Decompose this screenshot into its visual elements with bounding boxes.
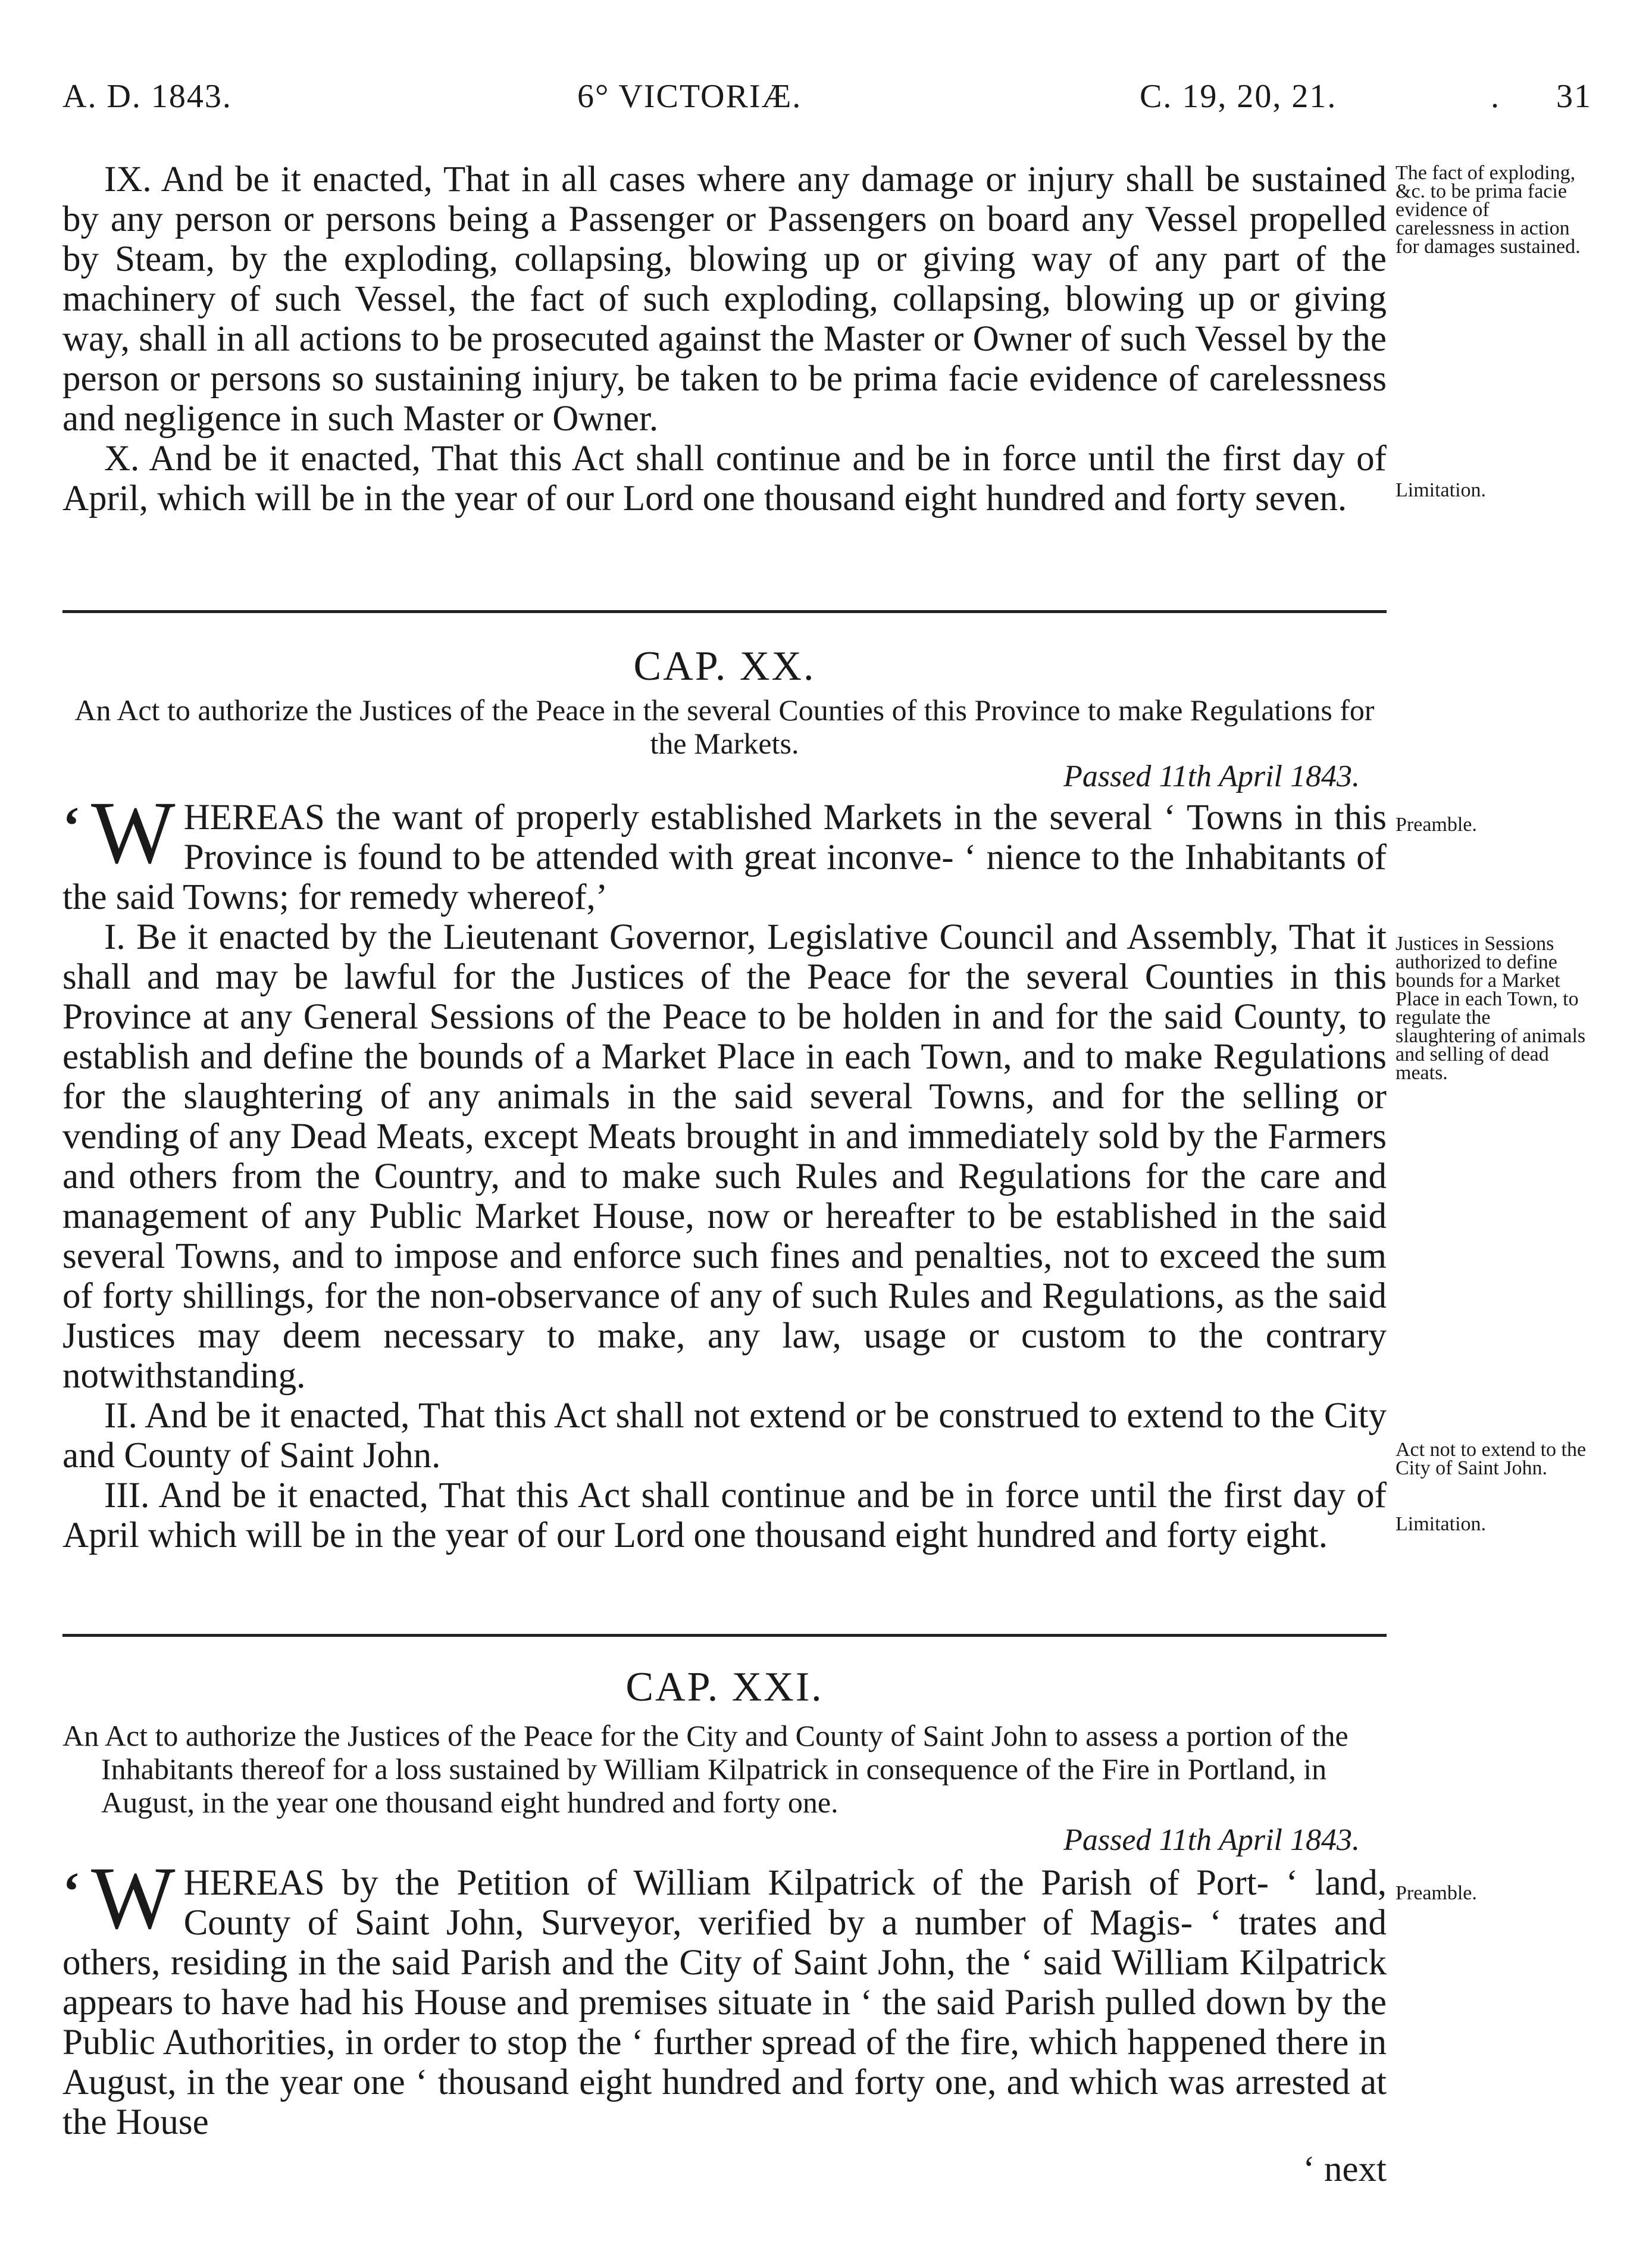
- cap21-drop-cap: W: [90, 1849, 176, 1948]
- cap21-heading: CAP. XXI.: [625, 1664, 824, 1710]
- margin-note-cap20-preamble: Preamble.: [1396, 814, 1477, 836]
- cap21-passed-prefix: Passed: [1063, 1823, 1159, 1857]
- margin-note-x: Limitation.: [1396, 479, 1487, 501]
- cap20-preamble-text: HEREAS the want of properly established Markets in the several ‘ Towns in this Province is found to be attended with great inconve- ‘ nience to the Inhabitants of the said Towns; for remedy whereof,’: [62, 798, 1387, 917]
- cap20-drop-cap: W: [90, 783, 176, 882]
- cap20-heading: CAP. XX.: [633, 643, 816, 689]
- header-chapters: C. 19, 20, 21.: [1140, 78, 1337, 115]
- section-divider: [62, 610, 1387, 613]
- cap20-passed-date: [62, 759, 1360, 794]
- cap20-preamble-quote: ‘: [62, 796, 80, 855]
- header-separator: .: [1491, 78, 1500, 115]
- cap20-body: [62, 783, 1387, 1555]
- section-x: X. And be it enacted, That this Act shall continue and be in force until the first day of April, which will be in the year of our Lord one thousand eight hundred and forty seven.: [62, 439, 1387, 518]
- cap20-section-ii: II. And be it enacted, That this Act shall not extend or be construed to extend to the City and County of Saint John.: [62, 1396, 1387, 1476]
- cap21-passed-day: 11th: [1159, 1823, 1212, 1857]
- page-number: 31: [1556, 78, 1592, 115]
- cap20-title: An Act to authorize the Justices of the Peace in the several Counties of this Province to make Regulations for the Markets.: [74, 693, 1375, 760]
- cap21-body: [62, 1849, 1387, 2142]
- header-year: A. D. 1843.: [62, 78, 232, 115]
- running-header: [62, 77, 1592, 125]
- cap20-preamble: [62, 783, 1387, 917]
- cap20-passed-prefix: Passed: [1063, 759, 1159, 793]
- cap20-passed-day: 11th: [1159, 759, 1212, 793]
- header-reign: 6° VICTORIÆ.: [577, 78, 802, 115]
- cap19-sections: [62, 160, 1387, 518]
- cap21-preamble-text: HEREAS by the Petition of William Kilpatrick of the Parish of Port- ‘ land, County of Saint John, Surveyor, verified by a number of Magis- ‘ trates and others, residing in the said Parish and the City of Saint John, the ‘ said William Kilpatrick appears to have had his House and premises situate in ‘ the said Parish pulled down by the Public Authorities, in order to stop the ‘ further spread of the fire, which happened there in August, in the year one ‘ thousand eight hundred and forty one, and which was arrested at the House: [62, 1863, 1387, 2142]
- cap21-passed-date: [62, 1823, 1360, 1858]
- cap21-preamble-quote: ‘: [62, 1862, 80, 1921]
- cap21-preamble: [62, 1849, 1387, 2142]
- margin-note-cap20-ii: Act not to extend to the City of Saint John.: [1396, 1439, 1587, 1479]
- margin-note-ix: The fact of exploding, &c. to be prima facie evidence of carelessness in action for damages sustained.: [1396, 162, 1581, 258]
- catchword: ‘ next: [1303, 2149, 1387, 2189]
- section-divider: [62, 1634, 1387, 1637]
- cap21-title: An Act to authorize the Justices of the Peace for the City and County of Saint John to assess a portion of the Inhabitants thereof for a loss sustained by William Kilpatrick in consequence of the Fire in Portland, in August, in the year one thousand eight hundred and forty one.: [62, 1719, 1348, 1819]
- margin-note-cap20-iii: Limitation.: [1396, 1513, 1487, 1535]
- cap20-passed-suffix: April 1843.: [1212, 759, 1360, 793]
- margin-note-cap21-preamble: Preamble.: [1396, 1882, 1477, 1904]
- margin-note-cap20-i: Justices in Sessions authorized to define bounds for a Market Place in each Town, to regulate the slaughtering of animals and selling of dead meats.: [1396, 933, 1586, 1084]
- cap20-section-iii: III. And be it enacted, That this Act shall continue and be in force until the first day of April which will be in the year of our Lord one thousand eight hundred and forty eight.: [62, 1476, 1387, 1555]
- cap21-passed-suffix: April 1843.: [1212, 1823, 1360, 1857]
- section-ix: IX. And be it enacted, That in all cases where any damage or injury shall be sustained by any person or persons being a Passenger or Passengers on board any Vessel propelled by Steam, by the exploding, collapsing, blowing up or giving way of any part of the machinery of such Vessel, the fact of such exploding, collapsing, blowing up or giving way, shall in all actions to be prosecuted against the Master or Owner of such Vessel by the person or persons so sustaining injury, be taken to be prima facie evidence of carelessness and negligence in such Master or Owner.: [62, 160, 1387, 439]
- cap20-section-i: I. Be it enacted by the Lieutenant Governor, Legislative Council and Assembly, That it shall and may be lawful for the Justices of the Peace for the several Counties in this Province at any General Sessions of the Peace to be holden in and for the said County, to establish and define the bounds of a Market Place in each Town, and to make Regulations for the slaughtering of any animals in the said several Towns, and for the selling or vending of any Dead Meats, except Meats brought in and immediately sold by the Farmers and others from the Country, and to make such Rules and Regulations for the care and management of any Public Market House, now or hereafter to be established in the said several Towns, and to impose and enforce such fines and penalties, not to exceed the sum of forty shillings, for the non-observance of any of such Rules and Regulations, as the said Justices may deem necessary to make, any law, usage or custom to the contrary notwithstanding.: [62, 917, 1387, 1396]
